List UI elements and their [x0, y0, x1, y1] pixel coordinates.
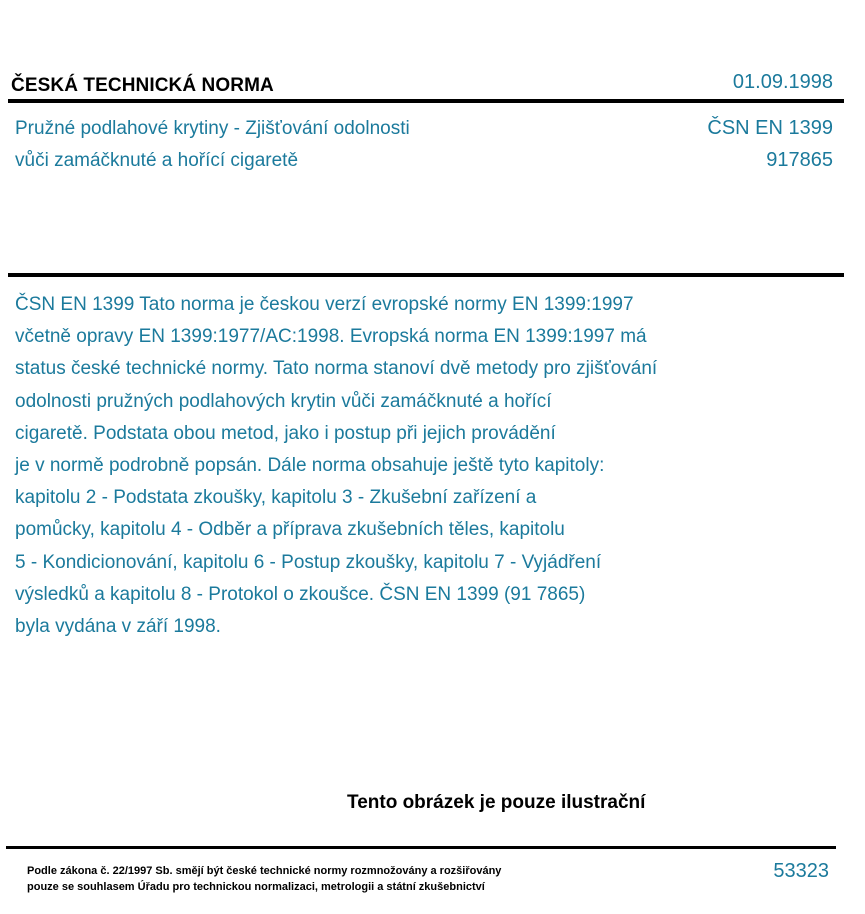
abstract-line: odolnosti pružných podlahových krytin vůči zamáčknuté a hořící: [15, 390, 552, 412]
subject-title-line-1: Pružné podlahové krytiny - Zjišťování odolnosti: [15, 118, 410, 139]
abstract-line: pomůcky, kapitolu 4 - Odběr a příprava zkušebních těles, kapitolu: [15, 519, 565, 541]
abstract-line: cigaretě. Podstata obou metod, jako i postup při jejich provádění: [15, 422, 556, 444]
abstract-line: kapitolu 2 - Podstata zkoušky, kapitolu 3 - Zkušební zařízení a: [15, 487, 537, 509]
abstract-line: byla vydána v září 1998.: [15, 616, 221, 638]
abstract-line: je v normě podrobně popsán. Dále norma obsahuje ještě tyto kapitoly:: [15, 455, 605, 477]
issue-date: 01.09.1998: [732, 71, 833, 93]
copyright-notice: [27, 863, 501, 895]
section-divider: [8, 273, 844, 277]
classification-code: 917865: [766, 149, 833, 171]
footer-divider: [6, 846, 836, 849]
standard-number: ČSN EN 1399: [707, 117, 833, 139]
illustration-notice: Tento obrázek je pouze ilustrační: [347, 792, 646, 813]
document-title: ČESKÁ TECHNICKÁ NORMA: [11, 75, 274, 96]
subject-title-line-2: vůči zamáčknuté a hořící cigaretě: [15, 150, 299, 171]
abstract-line: výsledků a kapitolu 8 - Protokol o zkoušce. ČSN EN 1399 (91 7865): [15, 583, 586, 605]
copyright-line: pouze se souhlasem Úřadu pro technickou normalizaci, metrologii a státní zkušebnictví: [27, 881, 485, 893]
abstract-line: 5 - Kondicionování, kapitolu 6 - Postup zkoušky, kapitolu 7 - Vyjádření: [15, 551, 602, 573]
abstract-line: včetně opravy EN 1399:1977/AC:1998. Evropská norma EN 1399:1997 má: [15, 326, 647, 348]
document-code: 53323: [773, 860, 829, 882]
abstract-text: [15, 289, 775, 643]
copyright-line: Podle zákona č. 22/1997 Sb. smějí být české technické normy rozmnožovány a rozšiřovány: [27, 865, 502, 877]
header-divider: [8, 99, 844, 103]
abstract-line: ČSN EN 1399 Tato norma je českou verzí evropské normy EN 1399:1997: [15, 294, 634, 315]
abstract-line: status české technické normy. Tato norma stanoví dvě metody pro zjišťování: [15, 358, 658, 380]
